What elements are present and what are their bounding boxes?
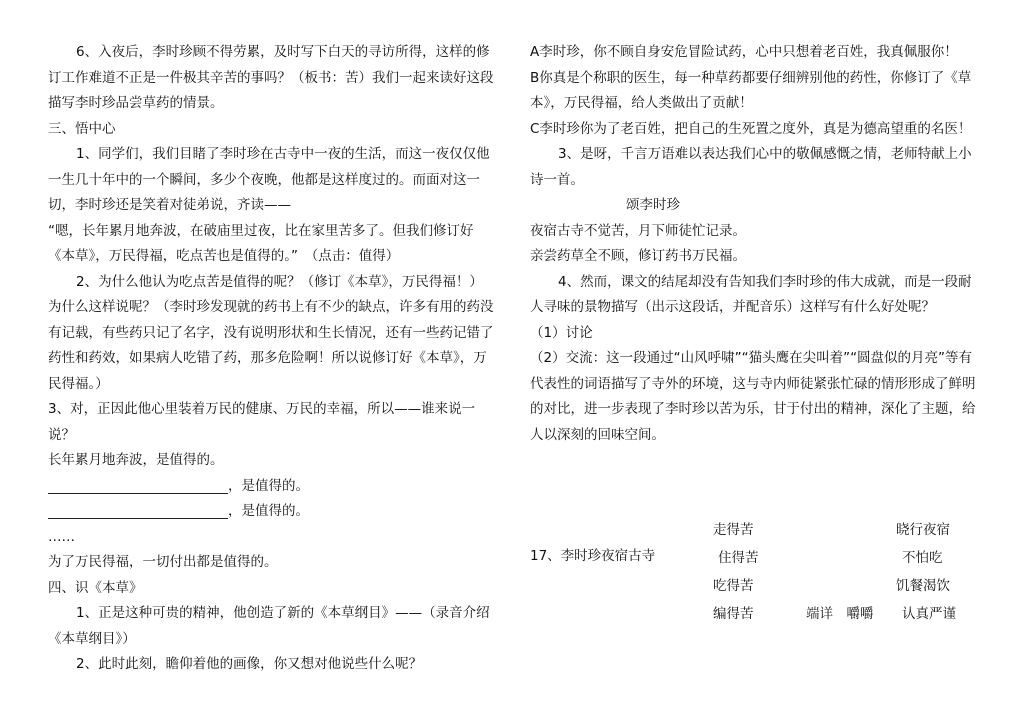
left-column — [48, 40, 496, 678]
fill-line-2 — [48, 499, 496, 525]
discussion-label: （1）讨论 — [530, 324, 593, 341]
summary-item: 吃得苦 — [713, 578, 754, 594]
summary-item: 不怕吃 — [902, 550, 943, 566]
section-heading-center: 三、悟中心 — [48, 120, 116, 137]
quote-worth-it: “嗯，长年累月地奔波，在破庙里过夜，比在家里苦多了。但我们修订好《本草》，万民得福，吃点苦也是值得的。” （点击：值得） — [48, 222, 474, 264]
example-sentence: 长年累月地奔波，是值得的。 — [48, 452, 224, 468]
summary-item: 端详 嚼嚼 — [806, 606, 874, 622]
summary-item: 晓行夜宿 — [896, 522, 950, 538]
exchange-paragraph: （2）交流：这一段通过“山风呼啸”“猫头鹰在尖叫着”“圆盘似的月亮”等有代表性的词语描写了寺外的环境，这与寺内师徒紧张忙碌的情形形成了鲜明的对比，进一步表现了李时珍以苦为乐，甘于付出的精神，深化了主题，给人以深刻的回味空间。 — [530, 350, 976, 443]
blackboard-summary — [530, 518, 976, 628]
paragraph-one-night: 1、同学们，我们目睹了李时珍在古寺中一夜的生活，而这一夜仅仅他一生几十年中的一个瞬间，多少个夜晚，他都是这样度过的。而面对这一切，李时珍还是笑着对徒弟说，齐读—— — [48, 146, 490, 213]
fill-suffix: ，是值得的。 — [228, 503, 309, 519]
paragraph-portrait: 2、此时此刻，瞻仰着他的画像，你又想对他说些什么呢？ — [76, 656, 423, 672]
paragraph-who-says: 3、对，正因此他心里装着万民的健康、万民的幸福，所以——谁来说一说？ — [48, 401, 476, 443]
fill-line-1 — [48, 474, 496, 500]
poem-title: 颂李时珍 — [626, 197, 680, 213]
summary-item: 住得苦 — [718, 550, 759, 566]
paragraph-why-worth: 2、为什么他认为吃点苦是值得的呢？（修订《本草》，万民得福！）为什么这样说呢？（李时珍发现就的药书上有不少的缺点，许多有用的药没有记载，有些药只记了名字，没有说明形状和生长情况，还有一些药记错了药性和药效，如果病人吃错了药，那多危险啊！所以说修订好《本草》，万民得福。） — [48, 273, 494, 392]
summary-item: 编得苦 — [713, 606, 754, 622]
poem-line-1: 夜宿古寺不觉苦，月下师徒忙记录。 — [530, 222, 746, 239]
answer-c: C李时珍你为了老百姓，把自己的生死置之度外，真是为德高望重的名医！ — [530, 120, 972, 137]
conclusion-sentence: 为了万民得福，一切付出都是值得的。 — [48, 554, 278, 570]
answer-a: A李时珍，你不顾自身安危冒险试药，心中只想着老百姓，我真佩服你！ — [530, 44, 958, 60]
fill-blank[interactable] — [48, 500, 228, 519]
summary-item: 认真严谨 — [902, 606, 956, 622]
fill-suffix: ，是值得的。 — [228, 477, 309, 494]
right-column — [530, 40, 976, 448]
ellipsis: …… — [48, 528, 75, 545]
paragraph-poem-intro: 3、是呀，千言万语难以表达我们心中的敬佩感慨之情，老师特献上小诗一首。 — [530, 146, 972, 188]
answer-b: B你真是个称职的医生，每一种草药都要仔细辨别他的药性，你修订了《草本》，万民得福，给人类做出了贡献！ — [530, 69, 972, 111]
poem-line-2: 亲尝药草全不顾，修订药书万民福。 — [530, 248, 746, 264]
paragraph-bencao-gangmu: 1、正是这种可贵的精神，他创造了新的《本草纲目》——（录音介绍《本草纲目》） — [48, 605, 490, 647]
summary-item: 饥餐渴饮 — [896, 578, 950, 594]
paragraph-night-revision: 6、入夜后，李时珍顾不得劳累，及时写下白天的寻访所得，这样的修订工作难道不正是一件极其辛苦的事吗？（板书：苦）我们一起来读好这段描写李时珍品尝草药的情景。 — [48, 44, 494, 111]
paragraph-ending-scene: 4、然而，课文的结尾却没有告知我们李时珍的伟大成就，而是一段耐人寻味的景物描写（出示这段话，并配音乐）这样写有什么好处呢？ — [530, 273, 972, 315]
section-heading-bencao: 四、识《本草》 — [48, 579, 143, 596]
summary-item: 走得苦 — [713, 522, 754, 538]
fill-blank[interactable] — [48, 475, 228, 494]
summary-title: 17、李时珍夜宿古寺 — [530, 548, 656, 564]
